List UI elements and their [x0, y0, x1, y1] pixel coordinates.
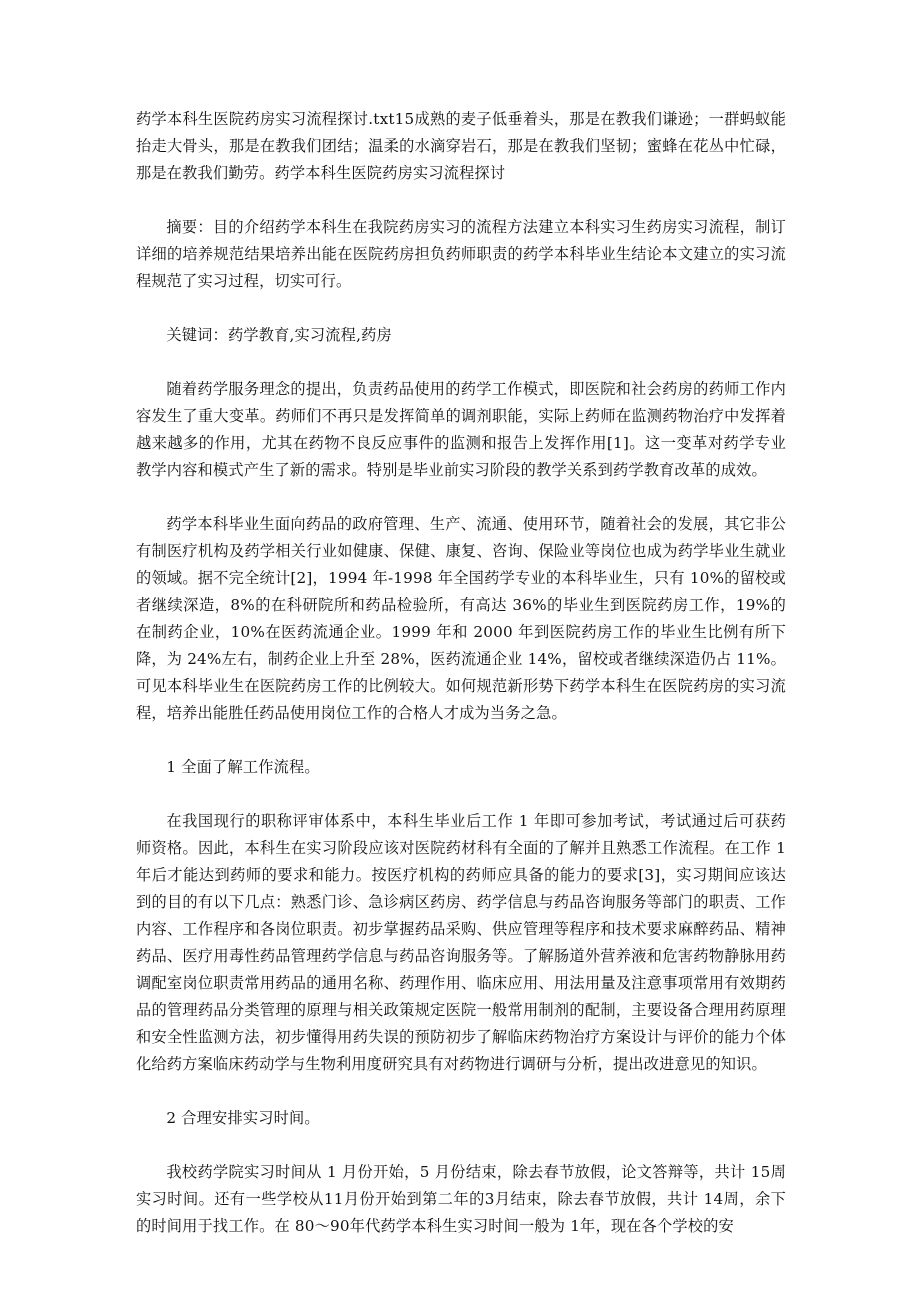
abstract-paragraph: 摘要：目的介绍药学本科生在我院药房实习的流程方法建立本科实习生药房实习流程，制订详细的培养规范结果培养出能在医院药房担负药师职责的药学本科毕业生结论本文建立的实习流程规范了实习过程，切实可行。: [136, 218, 786, 290]
document-page: [136, 106, 786, 1267]
section-2-heading: 2 合理安排实习时间。: [166, 1109, 320, 1127]
section-1-heading: 1 全面了解工作流程。: [166, 758, 320, 776]
body-paragraph-2: 药学本科毕业生面向药品的政府管理、生产、流通、使用环节，随着社会的发展，其它非公有制医疗机构及药学相关行业如健康、保健、康复、咨询、保险业等岗位也成为药学毕业生就业的领域。据不完全统计[2]，1994 年-1998 年全国药学专业的本科毕业生，只有 10%的留校或者继续深造，8%的在科研院所和药品检验所，有高达 36%的毕业生到医院药房工作，19%的在制药企业，10%在医药流通企业。1999 年和 2000 年到医院药房工作的毕业生比例有所下降，为 24%左右，制药企业上升至 28%，医药流通企业 14%，留校或者继续深造仍占 11%。可见本科毕业生在医院药房工作的比例较大。如何规范新形势下药学本科生在医院药房的实习流程，培养出能胜任药品使用岗位工作的合格人才成为当务之急。: [136, 515, 786, 722]
keywords-paragraph: 关键词：药学教育,实习流程,药房: [166, 326, 392, 344]
body-paragraph-1: 随着药学服务理念的提出，负责药品使用的药学工作模式，即医院和社会药房的药师工作内容发生了重大变革。药师们不再只是发挥简单的调剂职能，实际上药师在监测药物治疗中发挥着越来越多的作用，尤其在药物不良反应事件的监测和报告上发挥作用[1]。这一变革对药学专业教学内容和模式产生了新的需求。特别是毕业前实习阶段的教学关系到药学教育改革的成效。: [136, 380, 786, 479]
intro-paragraph: 药学本科生医院药房实习流程探讨.txt15成熟的麦子低垂着头，那是在教我们谦逊；一群蚂蚁能抬走大骨头，那是在教我们团结；温柔的水滴穿岩石，那是在教我们坚韧；蜜蜂在花丛中忙碌，那是在教我们勤劳。药学本科生医院药房实习流程探讨: [136, 110, 786, 182]
body-paragraph-4: 我校药学院实习时间从 1 月份开始，5 月份结束，除去春节放假，论文答辩等，共计 15周实习时间。还有一些学校从11月份开始到第二年的3月结束，除去春节放假，共计 14周，余下的时间用于找工作。在 80～90年代药学本科生实习时间一般为 1年，现在各个学校的安: [136, 1163, 786, 1235]
body-paragraph-3: 在我国现行的职称评审体系中，本科生毕业后工作 1 年即可参加考试，考试通过后可获药师资格。因此，本科生在实习阶段应该对医院药材科有全面的了解并且熟悉工作流程。在工作 1年后才能达到药师的要求和能力。按医疗机构的药师应具备的能力的要求[3]，实习期间应该达到的目的有以下几点：熟悉门诊、急诊病区药房、药学信息与药品咨询服务等部门的职责、工作内容、工作程序和各岗位职责。初步掌握药品采购、供应管理等程序和技术要求麻醉药品、精神药品、医疗用毒性药品管理药学信息与药品咨询服务等。了解肠道外营养液和危害药物静脉用药调配室岗位职责常用药品的通用名称、药理作用、临床应用、用法用量及注意事项常用有效期药品的管理药品分类管理的原理与相关政策规定医院一般常用制剂的配制，主要设备合理用药原理和安全性监测方法，初步懂得用药失误的预防初步了解临床药物治疗方案设计与评价的能力个体化给药方案临床药动学与生物利用度研究具有对药物进行调研与分析，提出改进意见的知识。: [136, 812, 786, 1073]
